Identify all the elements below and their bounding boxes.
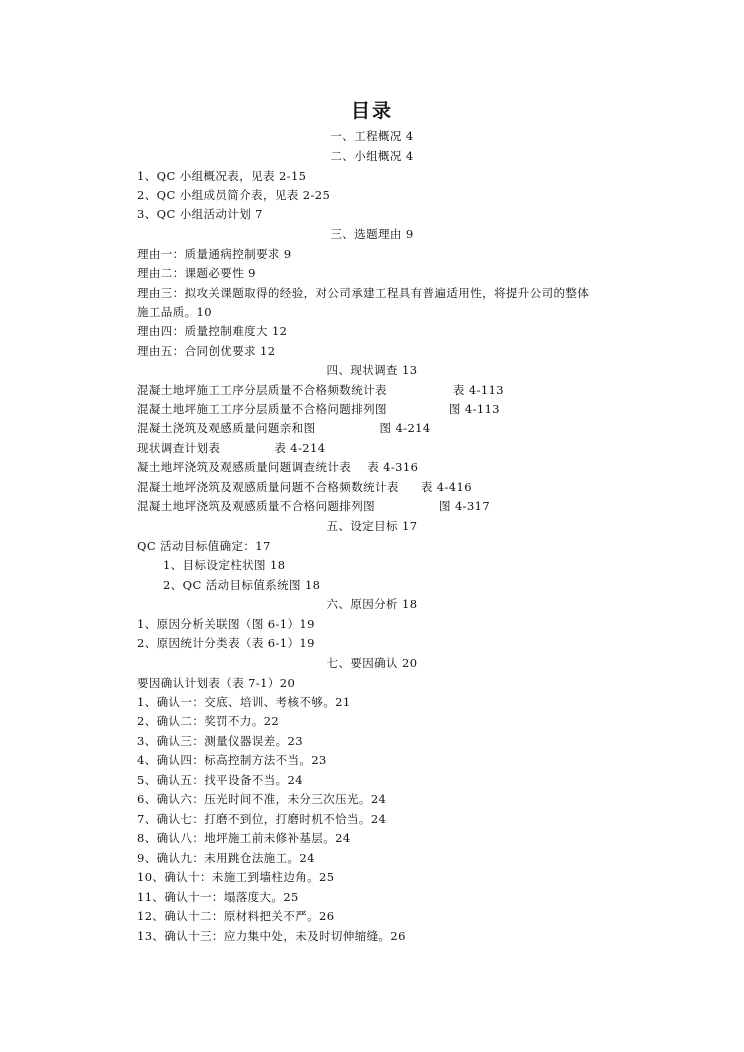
toc-entry[interactable]: 4、确认四：标高控制方法不当。23 (137, 753, 327, 767)
toc-entry[interactable]: QC 活动目标值确定：17 (137, 539, 271, 553)
entry-text: 混凝土浇筑及观感质量问题亲和图 (137, 421, 316, 435)
entry-text: 凝土地坪浇筑及观感质量问题调查统计表 (137, 460, 352, 474)
toc-section-1[interactable]: 一、工程概况 4 (330, 129, 414, 143)
toc-entry[interactable] (137, 420, 431, 436)
entry-ref: 表 4-416 (420, 480, 472, 494)
toc-section-5[interactable]: 五、设定目标 17 (326, 519, 418, 533)
toc-entry[interactable]: 5、确认五：找平设备不当。24 (137, 773, 303, 787)
toc-entry[interactable]: 2、确认二：奖罚不力。22 (137, 714, 280, 728)
toc-entry[interactable]: 9、确认九：未用跳仓法施工。24 (137, 851, 315, 865)
toc-section-7[interactable]: 七、要因确认 20 (326, 656, 418, 670)
toc-entry[interactable]: 1、确认一：交底、培训、考核不够。21 (137, 695, 351, 709)
toc-section-2[interactable]: 二、小组概况 4 (330, 149, 414, 163)
toc-section-6[interactable]: 六、原因分析 18 (326, 597, 418, 611)
toc-entry[interactable]: 3、QC 小组活动计划 7 (137, 207, 263, 221)
toc-entry[interactable] (137, 382, 504, 398)
entry-ref: 表 4-316 (367, 460, 419, 474)
entry-text: 混凝土地坪施工工序分层质量不合格问题排列图 (137, 402, 387, 416)
toc-entry[interactable]: 理由二：课题必要性 9 (137, 266, 256, 280)
toc-section-4[interactable]: 四、现状调查 13 (326, 363, 418, 377)
entry-text: 现状调查计划表 (137, 441, 221, 455)
toc-entry[interactable]: 要因确认计划表（表 7-1）20 (137, 676, 296, 690)
toc-entry[interactable]: 理由五：合同创优要求 12 (137, 344, 276, 358)
entry-ref: 图 4-317 (439, 499, 491, 513)
toc-entry[interactable]: 理由一：质量通病控制要求 9 (137, 247, 292, 261)
toc-entry[interactable] (137, 459, 418, 475)
toc-entry[interactable]: 2、原因统计分类表（表 6-1）19 (137, 636, 315, 650)
toc-entry[interactable]: 12、确认十二：原材料把关不严。26 (137, 909, 335, 923)
toc-entry[interactable]: 7、确认七：打磨不到位，打磨时机不恰当。24 (137, 812, 387, 826)
toc-entry[interactable] (137, 440, 325, 456)
entry-text: 混凝土地坪浇筑及观感质量问题不合格频数统计表 (137, 480, 399, 494)
toc-entry[interactable]: 6、确认六：压光时间不准，未分三次压光。24 (137, 792, 387, 806)
entry-ref: 表 4-113 (452, 383, 505, 397)
entry-ref: 图 4-113 (448, 402, 501, 416)
toc-section-3[interactable]: 三、选题理由 9 (330, 227, 414, 241)
entry-ref: 图 4-214 (379, 421, 431, 435)
toc-entry[interactable]: 理由三：拟攻关课题取得的经验，对公司承建工程具有普遍适用性，将提升公司的整体 (137, 286, 590, 300)
toc-entry[interactable]: 1、原因分析关联图（图 6-1）19 (137, 617, 315, 631)
toc-title: 目录 (350, 100, 393, 122)
toc-entry[interactable]: 2、QC 活动目标值系统图 18 (163, 578, 321, 592)
toc-entry[interactable]: 1、QC 小组概况表，见表 2-15 (137, 169, 307, 183)
entry-text: 混凝土地坪浇筑及观感质量不合格问题排列图 (137, 499, 375, 513)
toc-entry[interactable] (137, 401, 500, 417)
toc-entry[interactable]: 理由四：质量控制难度大 12 (137, 324, 288, 338)
toc-entry-continued[interactable]: 施工品质。10 (137, 305, 212, 319)
entry-ref: 表 4-214 (274, 441, 326, 455)
toc-entry[interactable]: 3、确认三：测量仪器误差。23 (137, 734, 303, 748)
entry-text: 混凝土地坪施工工序分层质量不合格频数统计表 (137, 383, 387, 397)
toc-entry[interactable]: 11、确认十一：塌落度大。25 (137, 890, 299, 904)
toc-entry[interactable]: 1、目标设定柱状图 18 (163, 558, 286, 572)
toc-entry[interactable]: 2、QC 小组成员简介表，见表 2-25 (137, 188, 331, 202)
toc-entry[interactable] (137, 498, 490, 514)
toc-entry[interactable]: 10、确认十：未施工到墙柱边角。25 (137, 870, 335, 884)
toc-entry[interactable] (137, 479, 472, 495)
toc-entry[interactable]: 8、确认八：地坪施工前未修补基层。24 (137, 831, 351, 845)
toc-entry[interactable]: 13、确认十三：应力集中处，未及时切伸缩缝。26 (137, 929, 406, 943)
